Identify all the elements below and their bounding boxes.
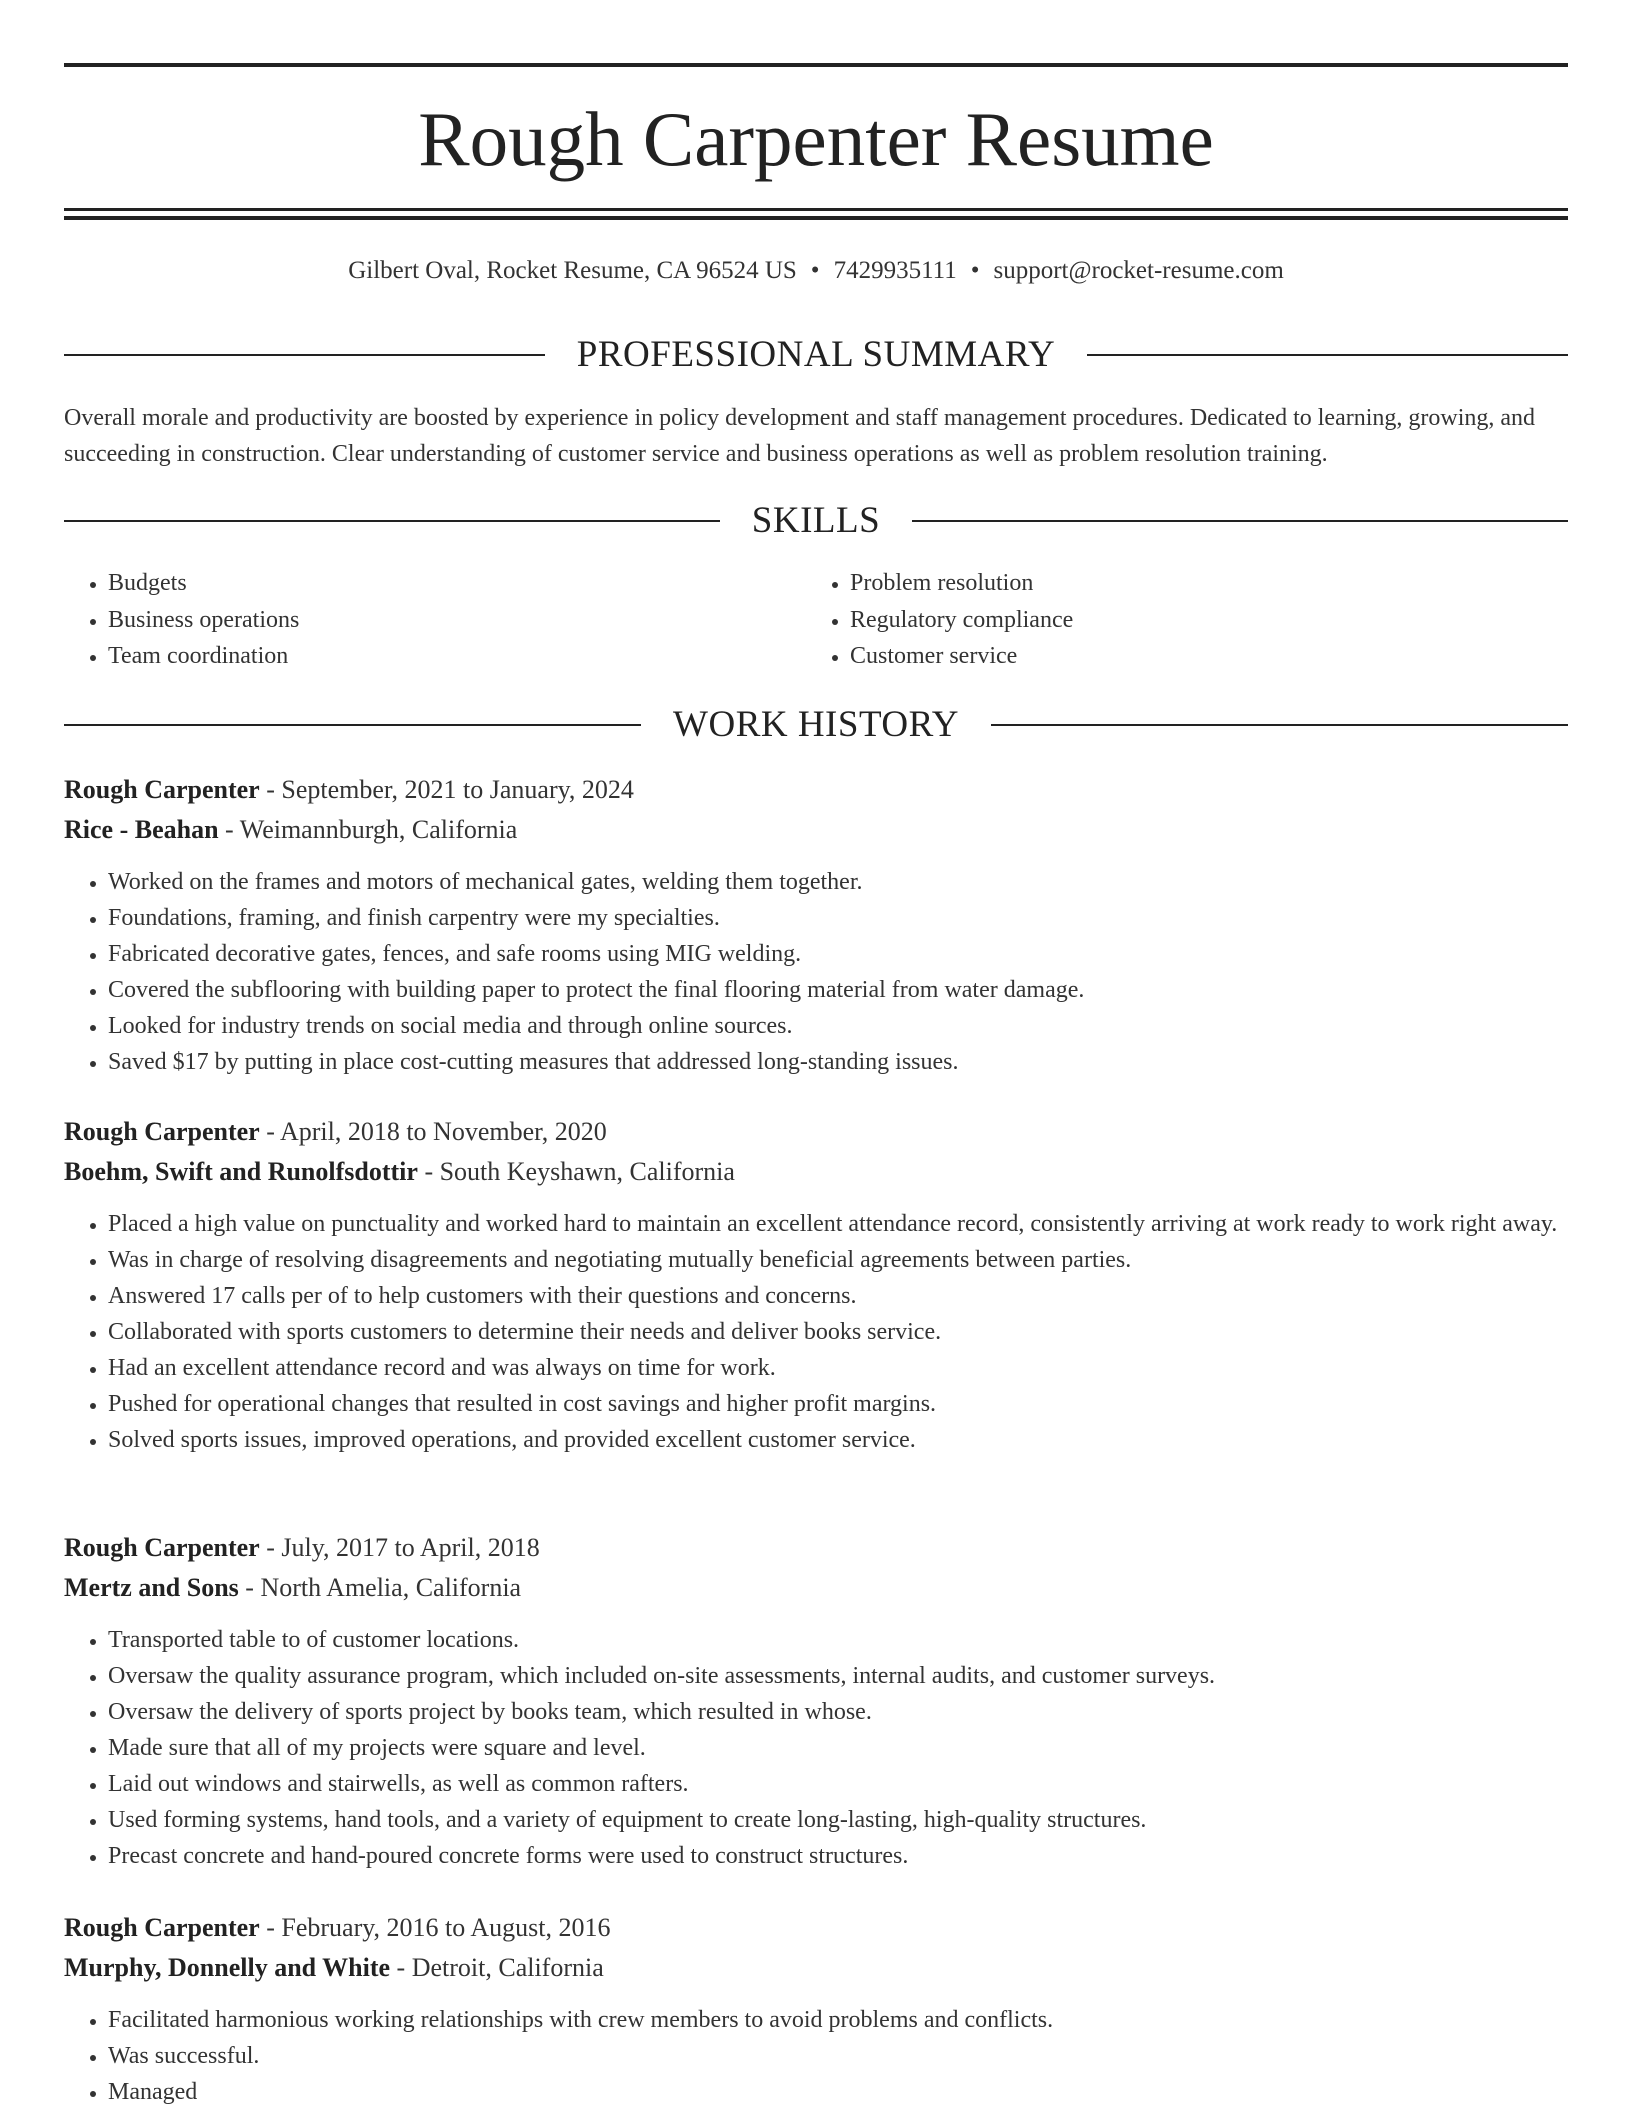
job-company-line <box>64 810 1568 850</box>
skill-item: • Team coordination <box>108 638 806 675</box>
job-company: Rice - Beahan <box>64 815 219 844</box>
job-role-line <box>64 770 1568 810</box>
job-dates: - September, 2021 to January, 2024 <box>259 775 634 804</box>
job-bullet: • Laid out windows and stairwells, as well as common rafters. <box>108 1766 1568 1802</box>
job-entry <box>64 770 1568 1080</box>
contact-phone: 7429935111 <box>833 257 957 284</box>
skill-item: • Budgets <box>108 565 806 602</box>
job-bullet: • Worked on the frames and motors of mechanical gates, welding them together. <box>108 864 1568 900</box>
job-title: Rough Carpenter <box>64 775 260 804</box>
job-bullet: • Precast concrete and hand-poured concrete forms were used to construct structures. <box>108 1838 1568 1874</box>
job-bullet: • Placed a high value on punctuality and worked hard to maintain an excellent attendance record, consistently arriving at work ready to work right away. <box>108 1206 1568 1242</box>
skill-item: • Problem resolution <box>850 565 1548 602</box>
job-bullet: • Foundations, framing, and finish carpentry were my specialties. <box>108 900 1568 936</box>
job-bullet: • Solved sports issues, improved operations, and provided excellent customer service. <box>108 1422 1568 1458</box>
job-location: - Detroit, California <box>390 1953 604 1982</box>
job-dates: - February, 2016 to August, 2016 <box>259 1913 611 1942</box>
job-bullet: • Covered the subflooring with building paper to protect the final flooring material from water damage. <box>108 972 1568 1008</box>
skill-item: • Regulatory compliance <box>850 602 1548 639</box>
summary-heading: PROFESSIONAL SUMMARY <box>576 334 1056 375</box>
job-company: Mertz and Sons <box>64 1573 239 1602</box>
resume-title: Rough Carpenter Resume <box>418 96 1214 182</box>
job-bullet: • Used forming systems, hand tools, and a variety of equipment to create long-lasting, high-quality structures. <box>108 1802 1568 1838</box>
skill-item: • Business operations <box>108 602 806 639</box>
skills-section-header <box>64 499 1568 543</box>
contact-separator: • <box>810 257 820 284</box>
job-bullet: • Fabricated decorative gates, fences, and safe rooms using MIG welding. <box>108 936 1568 972</box>
section-rule <box>64 354 545 356</box>
job-entry <box>64 1908 1568 2110</box>
work-heading: WORK HISTORY <box>673 704 959 745</box>
skills-column-left <box>64 565 806 675</box>
contact-email: support@rocket-resume.com <box>993 257 1284 284</box>
job-location: - South Keyshawn, California <box>417 1157 735 1186</box>
section-rule <box>991 724 1568 726</box>
section-rule <box>912 520 1568 522</box>
skills-heading: SKILLS <box>751 500 881 541</box>
job-bullets <box>64 864 1568 1080</box>
job-location: - Weimannburgh, California <box>218 815 518 844</box>
job-dates: - April, 2018 to November, 2020 <box>259 1117 607 1146</box>
job-company: Boehm, Swift and Runolfsdottir <box>64 1157 418 1186</box>
job-title: Rough Carpenter <box>64 1533 260 1562</box>
work-section-header <box>64 703 1568 747</box>
job-bullet: • Had an excellent attendance record and was always on time for work. <box>108 1350 1568 1386</box>
job-bullet: • Managed <box>108 2074 1568 2110</box>
job-dates: - July, 2017 to April, 2018 <box>259 1533 540 1562</box>
section-rule <box>1087 354 1568 356</box>
summary-section-header <box>64 333 1568 377</box>
contact-address: Gilbert Oval, Rocket Resume, CA 96524 US <box>348 257 797 284</box>
job-title: Rough Carpenter <box>64 1913 260 1942</box>
job-company-line <box>64 1948 1568 1988</box>
contact-line <box>64 254 1568 288</box>
contact-separator: • <box>970 257 980 284</box>
job-bullets <box>64 1206 1568 1458</box>
job-bullet: • Was successful. <box>108 2038 1568 2074</box>
job-entry <box>64 1112 1568 1458</box>
job-bullet: • Transported table to of customer locations. <box>108 1622 1568 1658</box>
job-bullet: • Made sure that all of my projects were square and level. <box>108 1730 1568 1766</box>
job-bullet: • Looked for industry trends on social media and through online sources. <box>108 1008 1568 1044</box>
job-entry <box>64 1528 1568 1874</box>
title-rule-upper <box>64 208 1568 211</box>
job-bullet: • Oversaw the delivery of sports project by books team, which resulted in whose. <box>108 1694 1568 1730</box>
skills-column-right <box>806 565 1548 675</box>
section-rule <box>64 724 641 726</box>
summary-text: Overall morale and productivity are boosted by experience in policy development and staff management procedures. Dedicated to learning, growing, and succeeding in construction. Clear understanding of customer service and business operations as well as problem resolution training. <box>64 405 1536 467</box>
job-bullet: • Saved $17 by putting in place cost-cutting measures that addressed long-standing issues. <box>108 1044 1568 1080</box>
job-company-line <box>64 1152 1568 1192</box>
title-rule-lower <box>64 216 1568 220</box>
job-company: Murphy, Donnelly and White <box>64 1953 391 1982</box>
job-location: - North Amelia, California <box>238 1573 522 1602</box>
job-title: Rough Carpenter <box>64 1117 260 1146</box>
job-bullet: • Was in charge of resolving disagreements and negotiating mutually beneficial agreements between parties. <box>108 1242 1568 1278</box>
job-bullet: • Oversaw the quality assurance program, which included on-site assessments, internal audits, and customer surveys. <box>108 1658 1568 1694</box>
job-role-line <box>64 1112 1568 1152</box>
job-bullet: • Facilitated harmonious working relationships with crew members to avoid problems and conflicts. <box>108 2002 1568 2038</box>
skills-list <box>64 565 1568 675</box>
job-role-line <box>64 1908 1568 1948</box>
job-bullets <box>64 1622 1568 1874</box>
job-bullet: • Pushed for operational changes that resulted in cost savings and higher profit margins. <box>108 1386 1568 1422</box>
skill-item: • Customer service <box>850 638 1548 675</box>
job-company-line <box>64 1568 1568 1608</box>
job-bullet: • Answered 17 calls per of to help customers with their questions and concerns. <box>108 1278 1568 1314</box>
job-bullet: • Collaborated with sports customers to determine their needs and deliver books service. <box>108 1314 1568 1350</box>
job-role-line <box>64 1528 1568 1568</box>
section-rule <box>64 520 720 522</box>
top-rule <box>64 63 1568 67</box>
job-bullets <box>64 2002 1568 2110</box>
